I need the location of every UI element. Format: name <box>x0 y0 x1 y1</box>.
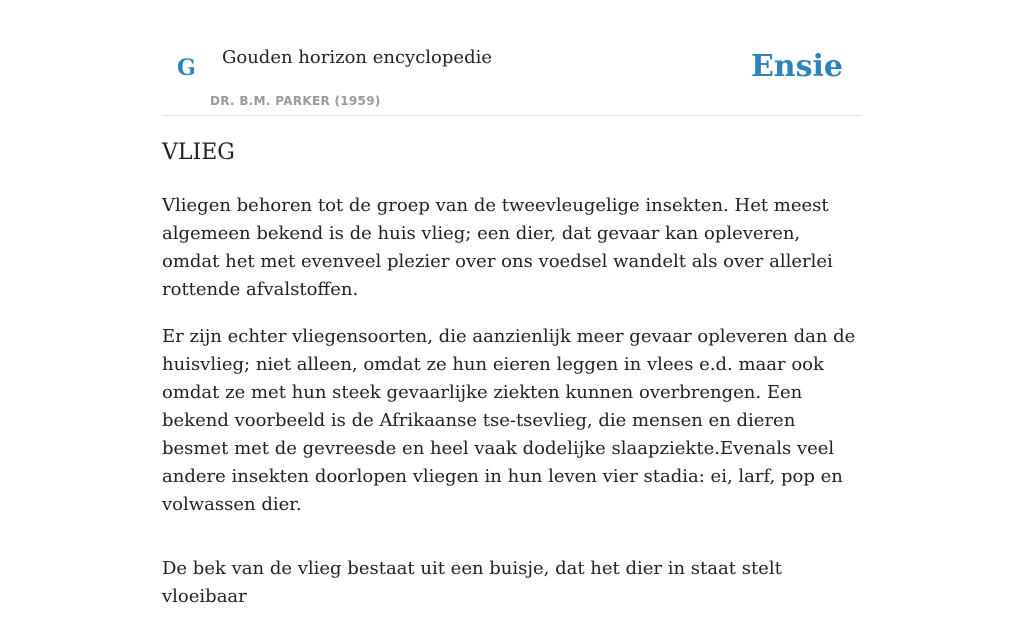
article-title: VLIEG <box>162 140 235 165</box>
book-header <box>162 0 862 116</box>
article-body <box>162 192 862 630</box>
book-author: DR. B.M. PARKER (1959) <box>210 94 381 108</box>
page <box>162 0 862 607</box>
brand-logo[interactable]: Ensie <box>750 49 843 84</box>
article-paragraph: De bek van de vlieg bestaat uit een buisje, dat het dier in staat stelt vloeibaar <box>162 558 782 607</box>
book-logo-icon[interactable]: G <box>177 55 196 81</box>
article-paragraph: Er zijn echter vliegensoorten, die aanzienlijk meer gevaar opleveren dan de huisvlieg; niet alleen, omdat ze hun eieren leggen in vlees e.d. maar ook omdat ze met hun steek gevaarlijke ziekten kunnen overbrengen. Een bekend voorbeeld is de Afrikaanse tse-tsevlieg, die mensen en dieren besmet met de gevreesde en heel vaak dodelijke slaapziekte.Evenals veel andere insekten doorlopen vliegen in hun leven vier stadia: ei, larf, pop en volwassen dier. <box>162 326 856 515</box>
article-paragraph: Vliegen behoren tot de groep van de tweevleugelige insekten. Het meest algemeen bekend is de huis vlieg; een dier, dat gevaar kan opleveren, omdat het met evenveel plezier over ons voedsel wandelt als over allerlei rottende afvalstoffen. <box>162 195 833 300</box>
book-title[interactable]: Gouden horizon encyclopedie <box>222 47 492 68</box>
